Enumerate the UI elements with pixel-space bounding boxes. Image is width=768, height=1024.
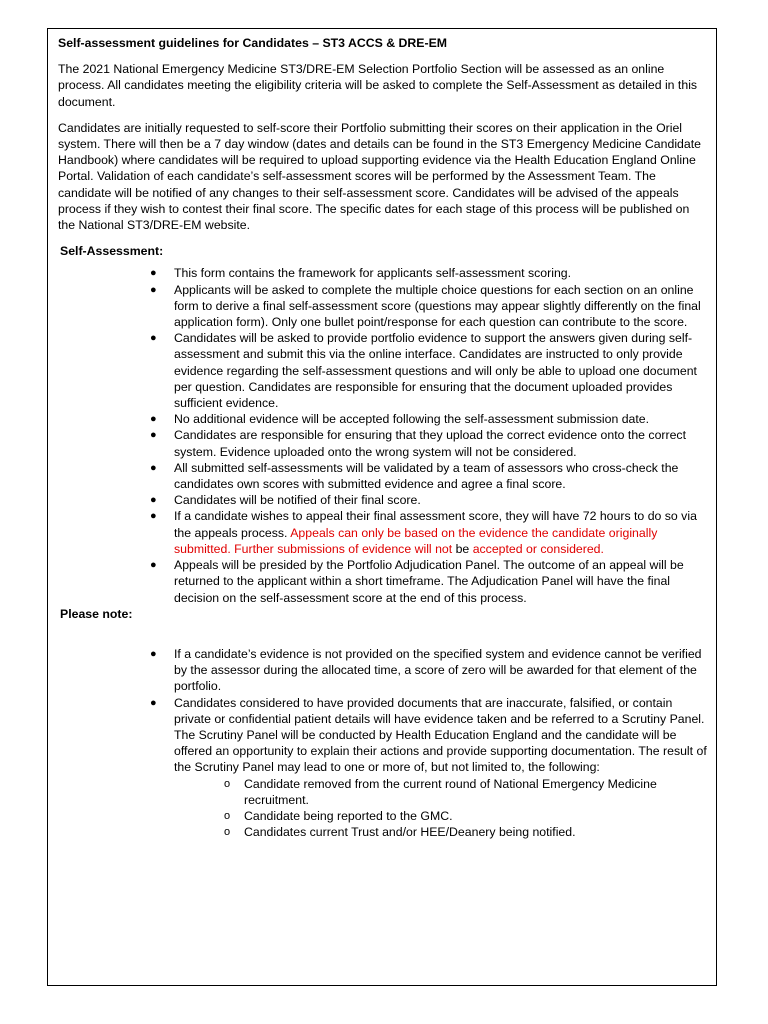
self-assessment-heading: Self-Assessment: (60, 244, 164, 259)
bullet-icon: ● (150, 461, 157, 474)
circle-bullet-icon: o (224, 826, 231, 839)
document-body (58, 35, 708, 840)
bullet-icon: ● (150, 283, 157, 296)
bullet-icon: ● (150, 510, 157, 523)
list-item: ● If a candidate’s evidence is not provided on the specified system and evidence cannot be verified by the assessor during the allocated time, a score of zero will be awarded for that element of the portfolio. (150, 646, 702, 694)
bullet-icon: ● (150, 559, 157, 572)
sub-list-item: o Candidate removed from the current round of National Emergency Medicine recruitment. (224, 776, 657, 807)
please-note-heading: Please note: (60, 606, 133, 621)
bullet-icon: ● (150, 647, 157, 660)
bullet-icon: ● (150, 494, 157, 507)
scrutiny-outcomes-list (174, 776, 708, 841)
appeal-warning-text: Appeals can only be based on the evidence the candidate originally submitted. Further submissions of evidence will not (174, 525, 658, 556)
list-item: ● All submitted self-assessments will be validated by a team of assessors who cross-check the candidates own scores with submitted evidence and agree a final score. (150, 460, 679, 492)
process-paragraph: Candidates are initially requested to self-score their Portfolio submitting their scores on their application in the Oriel system. There will then be a 7 day window (dates and details can be found in the ST3 Emergency Medicine Candidate Handbook) where candidates will be required to upload supporting evidence via the Health Education England Online Portal. Validation of each candidate’s self-assessment scores will be performed by the Assessment Team. The candidate will be notified of any changes to their self-assessment score. Candidates will be advised of the appeals process if they wish to contest their final score. The specific dates for each stage of this process will be published on the National ST3/DRE-EM website. (58, 120, 701, 233)
bullet-icon: ● (150, 413, 157, 426)
list-item: ● Appeals will be presided by the Portfolio Adjudication Panel. The outcome of an appeal will be returned to the applicant within a short timeframe. The Adjudication Panel will have the final decision on the self-assessment score at the end of this process. (150, 558, 684, 605)
bullet-icon: ● (150, 696, 157, 709)
appeal-list-item: ● If a candidate wishes to appeal their final assessment score, they will have 72 hours to do so via the appeals process. Appeals can only be based on the evidence the candidate originally submitted. Further submissions of evidence will not be accepted or considered. (150, 509, 697, 556)
sub-list-item: o Candidate being reported to the GMC. (224, 808, 453, 823)
circle-bullet-icon: o (224, 777, 231, 790)
bullet-icon: ● (150, 332, 157, 345)
please-note-list (58, 646, 708, 840)
document-frame (47, 28, 717, 986)
bullet-icon: ● (150, 267, 157, 280)
appeal-warning-end: accepted or considered. (472, 541, 604, 556)
list-item: ● Candidates will be asked to provide portfolio evidence to support the answers given during self-assessment and submit this via the online interface. Candidates are instructed to only provide evidence regarding the self-assessment questions and will only be able to upload one document per question. Candidates are responsible for ensuring that the document uploaded provides sufficient evidence. (150, 331, 697, 411)
list-item: ● No additional evidence will be accepted following the self-assessment submission date. (150, 412, 650, 427)
sub-list-item: o Candidates current Trust and/or HEE/Deanery being notified. (224, 825, 576, 840)
list-item: ● Candidates are responsible for ensuring that they upload the correct evidence onto the correct system. Evidence uploaded onto the wrong system will not be considered. (150, 428, 686, 459)
intro-paragraph: The 2021 National Emergency Medicine ST3/DRE-EM Selection Portfolio Section will be assessed as an online process. All candidates meeting the eligibility criteria will be asked to complete the Self-Assessment as detailed in this document. (58, 62, 698, 109)
list-item: ● This form contains the framework for applicants self-assessment scoring. (150, 266, 572, 281)
list-item: ● Candidates considered to have provided documents that are inaccurate, falsified, or contain private or confidential patient details will have evidence taken and be referred to a Scrutiny Panel. The Scrutiny Panel will be conducted by Health Education England and the candidate will be offered an opportunity to explain their actions and provide supporting documentation. The result of the Scrutiny Panel may lead to one or more of, but not limited to, the following: o Candidate removed from the current round of National Emergency Medicine recruitment. o Candidate being reported to the GMC. o Candidates current Trust and/or HEE/Deanery being notified. (150, 695, 707, 840)
circle-bullet-icon: o (224, 809, 231, 822)
self-assessment-list (58, 265, 708, 605)
bullet-icon: ● (150, 429, 157, 442)
list-item: ● Applicants will be asked to complete the multiple choice questions for each section on an online form to derive a final self-assessment score (questions may appear slightly differently on the final application form). Only one bullet point/response for each question can contribute to the score. (150, 282, 701, 330)
document-title: Self-assessment guidelines for Candidates – ST3 ACCS & DRE-EM (58, 36, 448, 50)
list-item: ● Candidates will be notified of their final score. (150, 493, 421, 508)
